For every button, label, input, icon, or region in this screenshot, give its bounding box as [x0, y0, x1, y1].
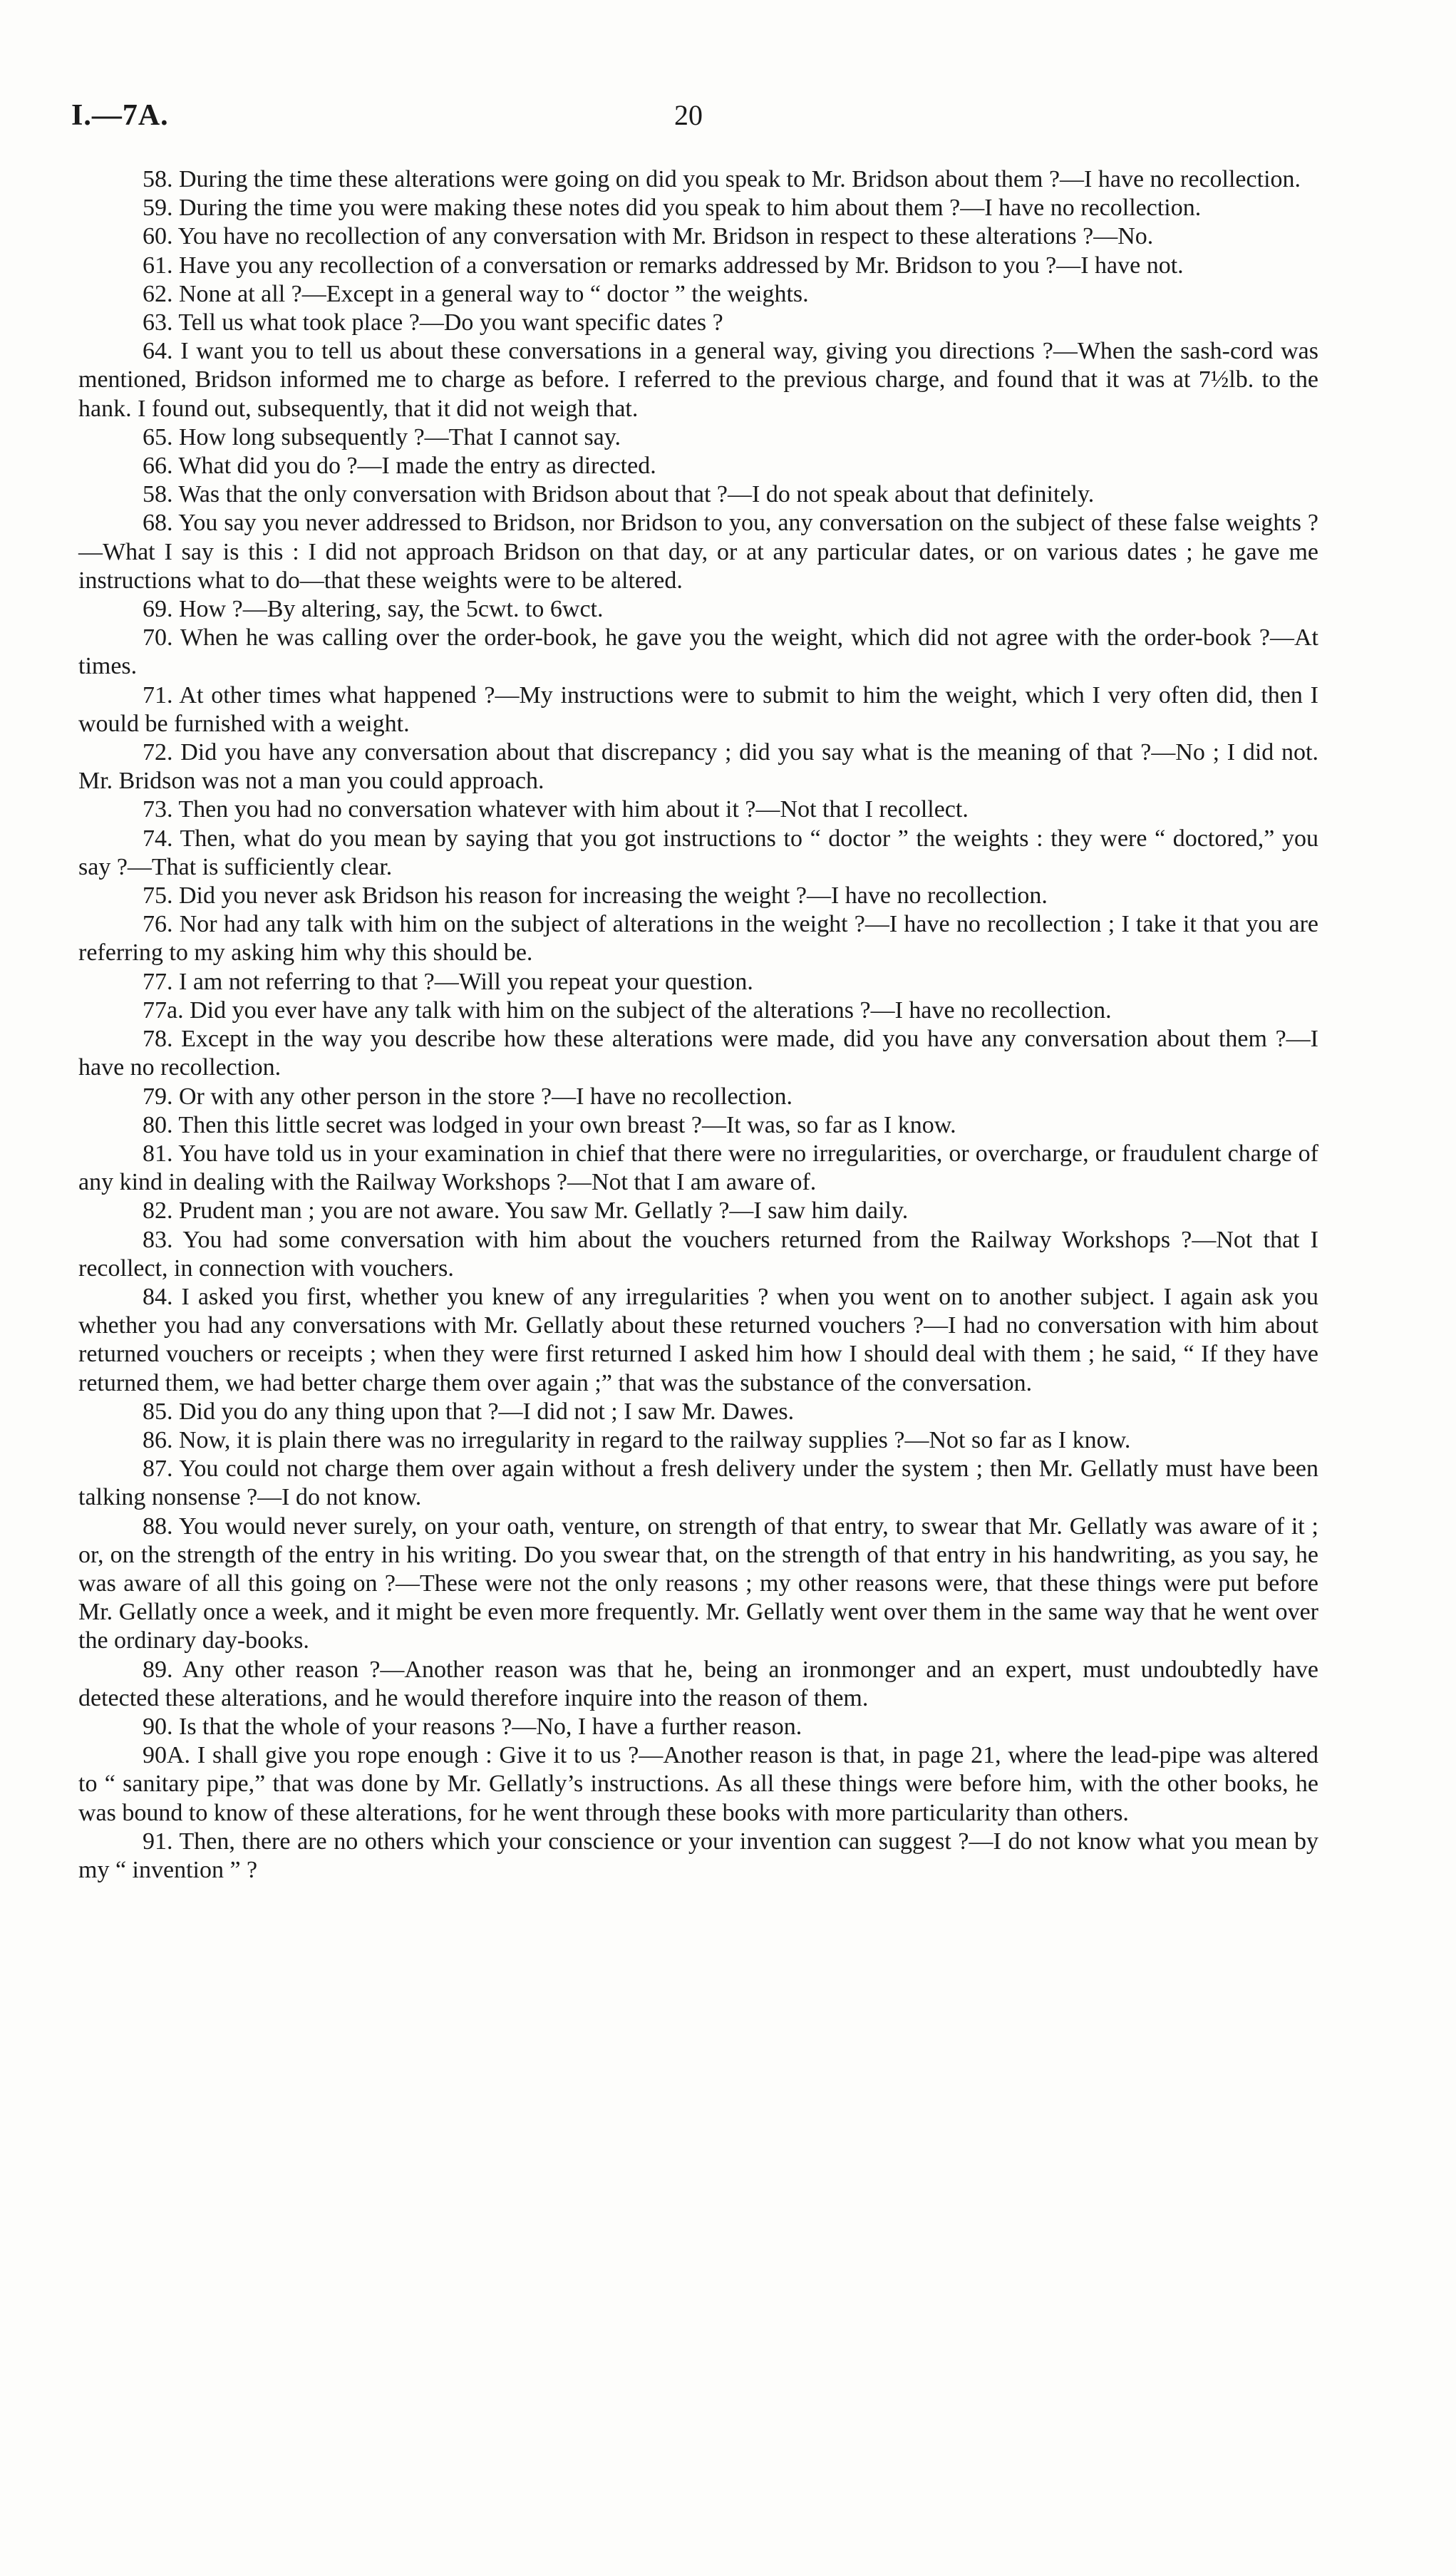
- question-65: 65. How long subsequently ?—That I cannot say.: [143, 423, 621, 450]
- question-70: 70. When he was calling over the order-book, he gave you the weight, which did not agree with the order-book ?—At times.: [78, 624, 1318, 680]
- question-79: 79. Or with any other person in the store ?—I have no recollection.: [143, 1083, 793, 1110]
- question-77a: 77a. Did you ever have any talk with him on the subject of the alterations ?—I have no recollection.: [143, 996, 1112, 1024]
- question-81: 81. You have told us in your examination in chief that there were no irregularities, or overcharge, or fraudulent charge of any kind in dealing with the Railway Workshops ?—Not that I am aware of.: [78, 1140, 1318, 1196]
- page-header: [71, 98, 1340, 141]
- question-75: 75. Did you never ask Bridson his reason for increasing the weight ?—I have no recollection.: [143, 882, 1048, 910]
- question-68: 68. You say you never addressed to Bridson, nor Bridson to you, any conversation on the subject of these false weights ?—What I say is this : I did not approach Bridson on that day, or at any particular dates, or on various dates ; he gave me instructions what to do—that these weights were to be altered.: [78, 510, 1318, 594]
- document-reference: I.—7A.: [71, 99, 169, 132]
- question-60: 60. You have no recollection of any conversation with Mr. Bridson in respect to these alterations ?—No.: [143, 223, 1154, 250]
- question-87: 87. You could not charge them over again without a fresh delivery under the system ; then Mr. Gellatly must have been talking nonsense ?—I do not know.: [78, 1456, 1318, 1511]
- testimony-body: [78, 165, 1318, 1885]
- question-66: 66. What did you do ?—I made the entry as directed.: [143, 453, 656, 480]
- question-90a: 90A. I shall give you rope enough : Give it to us ?—Another reason is that, in page 21, where the lead-pipe was altered to “ sanitary pipe,” that was done by Mr. Gellatly’s instructions. As all these things were before him, with the other books, he was bound to know of these alterations, for he went through these books with more particularity than others.: [78, 1742, 1318, 1826]
- question-67: 58. Was that the only conversation with Bridson about that ?—I do not speak about that definitely.: [143, 481, 1095, 508]
- question-76: 76. Nor had any talk with him on the subject of alterations in the weight ?—I have no recollection ; I take it that you are referring to my asking him why this should be.: [78, 911, 1318, 967]
- question-90: 90. Is that the whole of your reasons ?—No, I have a further reason.: [143, 1713, 802, 1740]
- question-84: 84. I asked you first, whether you knew of any irregularities ? when you went on to another subject. I again ask you whether you had any conversations with Mr. Gellatly about these returned vouchers ?—I had no conversation with him about returned vouchers or receipts ; when they were first returned I asked him how I should deal with them ; he said, “ If they have returned them, we had better charge them over again ;” that was the substance of the conversation.: [78, 1283, 1318, 1396]
- question-69: 69. How ?—By altering, say, the 5cwt. to 6wct.: [143, 596, 604, 623]
- question-89: 89. Any other reason ?—Another reason was that he, being an ironmonger and an expert, must undoubtedly have detected these alterations, and he would therefore inquire into the reason of them.: [78, 1656, 1318, 1711]
- question-71: 71. At other times what happened ?—My instructions were to submit to him the weight, which I very often did, then I would be furnished with a weight.: [78, 681, 1318, 737]
- question-62: 62. None at all ?—Except in a general way to “ doctor ” the weights.: [143, 280, 809, 307]
- question-80: 80. Then this little secret was lodged in your own breast ?—It was, so far as I know.: [143, 1111, 956, 1138]
- question-59: 59. During the time you were making these notes did you speak to him about them ?—I have no recollection.: [143, 195, 1202, 222]
- question-64: 64. I want you to tell us about these conversations in a general way, giving you directions ?—When the sash-cord was mentioned, Bridson informed me to charge as before. I referred to the previous charge, and found that it was at 7½lb. to the hank. I found out, subsequently, that it did not weigh that.: [78, 338, 1318, 422]
- question-74: 74. Then, what do you mean by saying that you got instructions to “ doctor ” the weights : they were “ doctored,” you say ?—That is sufficiently clear.: [78, 825, 1318, 880]
- question-86: 86. Now, it is plain there was no irregularity in regard to the railway supplies ?—Not so far as I know.: [143, 1426, 1131, 1453]
- question-77: 77. I am not referring to that ?—Will you repeat your question.: [143, 968, 753, 995]
- question-58: 58. During the time these alterations were going on did you speak to Mr. Bridson about them ?—I have no recollection.: [143, 166, 1301, 192]
- question-72: 72. Did you have any conversation about that discrepancy ; did you say what is the meaning of that ?—No ; I did not. Mr. Bridson was not a man you could approach.: [78, 739, 1318, 795]
- page-number: 20: [674, 99, 703, 131]
- question-85: 85. Did you do any thing upon that ?—I did not ; I saw Mr. Dawes.: [143, 1398, 795, 1425]
- question-88: 88. You would never surely, on your oath, venture, on strength of that entry, to swear that Mr. Gellatly was aware of it ; or, on the strength of the entry in his writing. Do you swear that, on the strength of that entry in his handwriting, as you say, he was aware of all this going on ?—These were not the only reasons ; my other reasons were, that these things were put before Mr. Gellatly once a week, and it might be even more frequently. Mr. Gellatly went over them in the same way that he went over the ordinary day-books.: [78, 1513, 1318, 1654]
- question-78: 78. Except in the way you describe how these alterations were made, did you have any conversation about them ?—I have no recollection.: [78, 1026, 1318, 1081]
- question-63: 63. Tell us what took place ?—Do you want specific dates ?: [143, 309, 723, 336]
- question-91: 91. Then, there are no others which your conscience or your invention can suggest ?—I do not know what you mean by my “ invention ” ?: [78, 1828, 1318, 1883]
- question-83: 83. You had some conversation with him about the vouchers returned from the Railway Workshops ?—Not that I recollect, in connection with vouchers.: [78, 1226, 1318, 1282]
- question-73: 73. Then you had no conversation whatever with him about it ?—Not that I recollect.: [143, 796, 969, 823]
- question-82: 82. Prudent man ; you are not aware. You saw Mr. Gellatly ?—I saw him daily.: [143, 1197, 909, 1225]
- question-61: 61. Have you any recollection of a conversation or remarks addressed by Mr. Bridson to you ?—I have not.: [143, 252, 1184, 279]
